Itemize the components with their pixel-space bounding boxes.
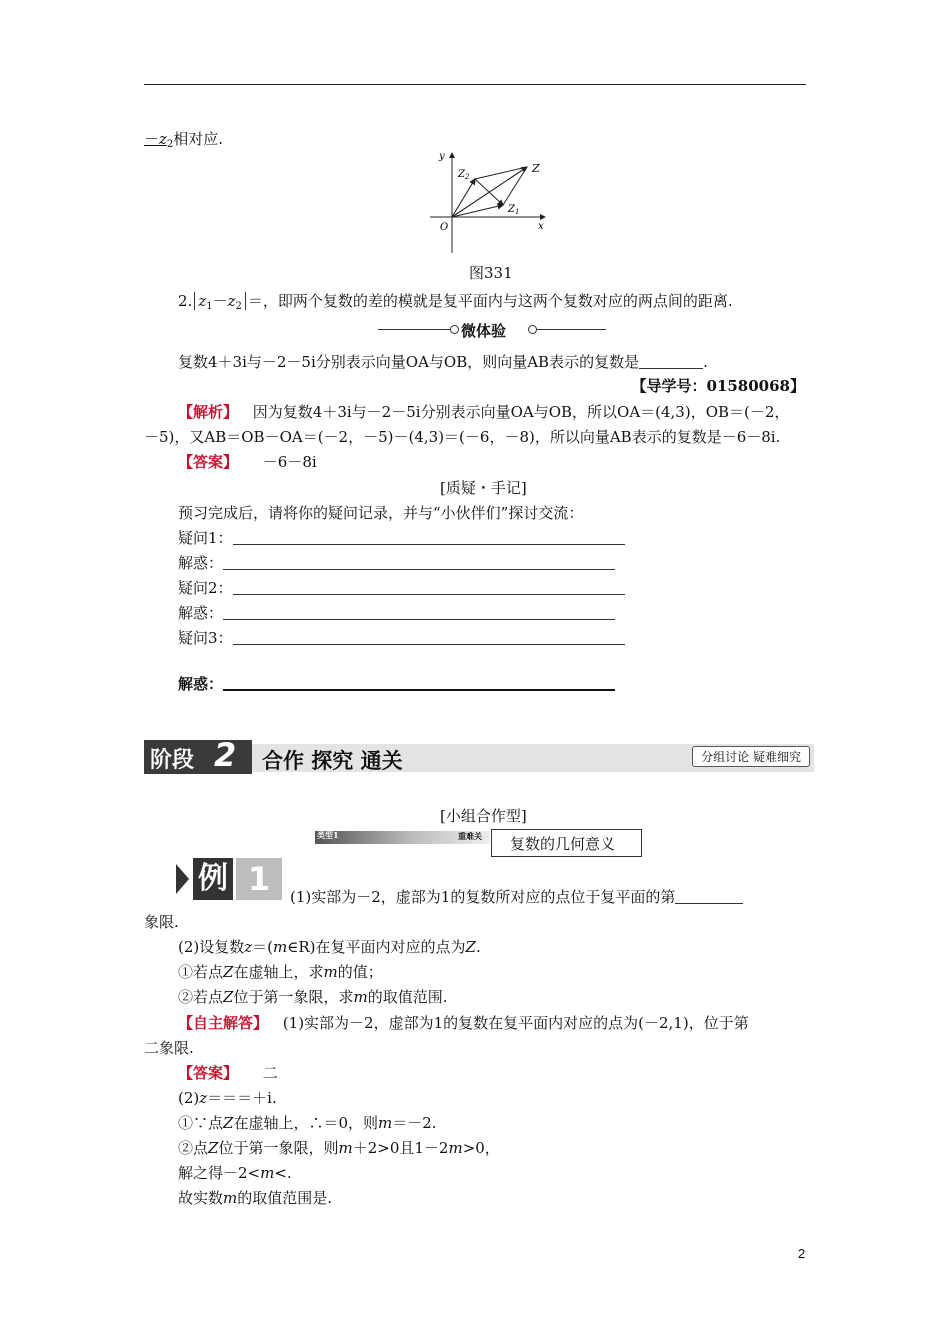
solution-d: 解之得－2<m<.	[178, 1164, 292, 1182]
example-badge	[176, 858, 286, 900]
answer-1: 【答案】 －6－8i	[178, 453, 317, 471]
example-q1-line1: (1)实部为－2，虚部为1的复数所对应的点位于复平面的第	[290, 886, 743, 907]
micro-title-deco	[378, 320, 606, 340]
example-q2-1: ①若点Z在虚轴上，求m的值；	[178, 963, 383, 981]
complex-plane-figure	[425, 145, 550, 255]
item-2: 2. $z_1-z_2$ ＝，即两个复数的差的模就是复平面内与这两个复数对应的两点间的距离.	[178, 292, 733, 312]
stage-title: 合作 探究 通关	[262, 748, 403, 773]
header-rule	[144, 84, 806, 85]
solution-a: (2)z＝＝＝＋i.	[178, 1089, 277, 1107]
example-q1-line2: 象限.	[144, 913, 179, 931]
note-row-2: 解惑：	[178, 552, 615, 573]
notes-title: [质疑・手记]	[440, 479, 527, 497]
point-z-label: Z	[532, 162, 540, 175]
answer-1-tag: 【答案】	[178, 453, 239, 471]
solution-b: ①∵点Z在虚轴上，∴＝0，则m＝－2.	[178, 1114, 437, 1132]
note-row-4: 解惑：	[178, 602, 615, 623]
stage-number: 2	[214, 736, 237, 774]
answer-2: 【答案】 二	[178, 1064, 278, 1082]
type-title-box	[491, 829, 642, 857]
solution-c: ②点Z位于第一象限，则m＋2>0且1－2m>0，	[178, 1139, 500, 1157]
self-solve-line-2: 二象限.	[144, 1039, 194, 1057]
point-z2-label: $Z_2$	[458, 169, 470, 181]
stage-label: 阶段	[150, 748, 195, 773]
analysis-tag: 【解析】	[178, 403, 239, 421]
example-label: 例	[193, 858, 233, 900]
point-z1-label: $Z_1$	[508, 204, 520, 216]
figure-caption: 图331	[469, 264, 513, 282]
self-solve-line-1: 【自主解答】 (1)实部为－2，虚部为1的复数在复平面内对应的点为(－2,1)，位于第	[178, 1014, 749, 1032]
note-row-6: 解惑：	[178, 673, 615, 694]
type-box	[315, 829, 642, 857]
y-axis-label: y	[439, 151, 445, 162]
question: 复数4＋3i与－2－5i分别表示向量OA与OB，则向量AB表示的复数是 .	[178, 353, 708, 371]
solution-e: 故实数m的取值范围是.	[178, 1189, 333, 1207]
group-title: [小组合作型]	[440, 807, 527, 825]
type-title: 复数的几何意义	[510, 835, 616, 853]
top-line: $-z_2$相对应.	[144, 130, 224, 150]
notes-intro: 预习完成后，请将你的疑问记录，并与“小伙伴们”探讨交流：	[178, 504, 584, 522]
stage-tag: 分组讨论 疑难细究	[692, 746, 810, 767]
stage-badge	[144, 736, 252, 774]
note-row-1: 疑问1：	[178, 527, 625, 548]
x-axis-label: x	[538, 221, 544, 232]
example-arrow-icon	[176, 864, 189, 894]
note-row-3: 疑问2：	[178, 577, 625, 598]
page-number: 2	[798, 1246, 806, 1261]
guide-number: 【导学号：01580068】	[631, 377, 805, 395]
analysis-line-1: 【解析】 因为复数4＋3i与－2－5i分别表示向量OA与OB，所以OA＝(4,3)，OB＝(－2，	[178, 403, 790, 421]
micro-title: 微体验	[461, 322, 507, 340]
analysis-line-2: －5)，又AB＝OB－OA＝(－2，－5)－(4,3)＝(－6，－8)，所以向量AB表示的复数是－6－8i.	[144, 428, 781, 446]
level-tag: 重难关	[458, 831, 482, 841]
example-q2-2: ②若点Z位于第一象限，求m的取值范围.	[178, 988, 448, 1006]
origin-label: O	[440, 222, 449, 233]
self-solve-tag: 【自主解答】	[178, 1014, 269, 1032]
answer-2-tag: 【答案】	[178, 1064, 239, 1082]
note-row-5: 疑问3：	[178, 627, 625, 648]
example-number: 1	[236, 858, 282, 900]
example-q2: (2)设复数z＝(m∈R)在复平面内对应的点为Z.	[178, 938, 481, 956]
stage-banner	[144, 736, 814, 776]
type-tag: 类型1	[317, 830, 339, 840]
